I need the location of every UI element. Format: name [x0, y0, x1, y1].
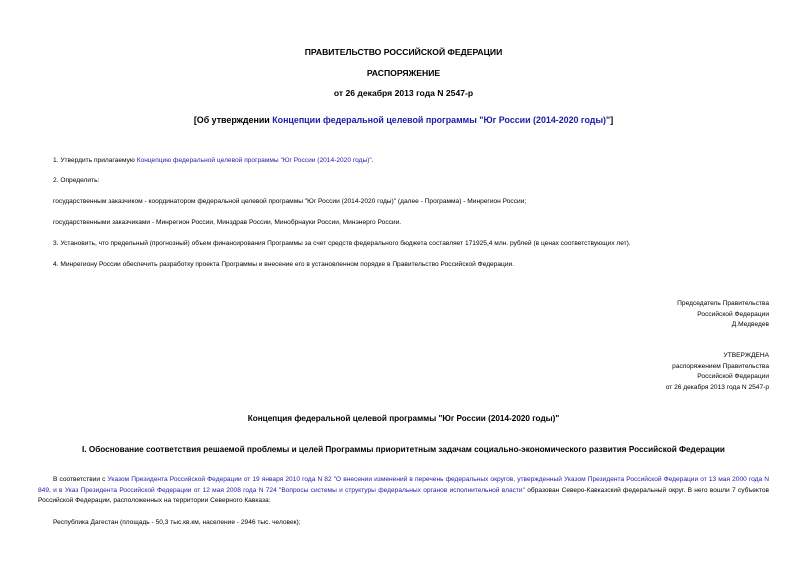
- item-2a: государственным заказчиком - координатором федеральной целевой программы "Юг России (2014-2020 годы)" (далее - Программа) - Минрегион России;: [53, 198, 527, 205]
- title-suffix: ]: [610, 115, 614, 125]
- document-title: [0, 115, 807, 125]
- dagestan-line: Республика Дагестан (площадь - 50,3 тыс.кв.км, население - 2946 тыс. человек);: [53, 519, 301, 526]
- section-1-title: I. Обоснование соответствия решаемой проблемы и целей Программы приоритетным задачам социально-экономического развития Российской Федерации: [82, 445, 725, 454]
- section-1-paragraph: [38, 475, 769, 507]
- item-1-text: 1. Утвердить прилагаемую: [53, 157, 137, 164]
- title-prefix: [Об утверждении: [193, 115, 273, 125]
- item-1: [53, 157, 374, 164]
- signature-position: Председатель Правительства: [677, 300, 769, 307]
- approval-block: [666, 351, 769, 393]
- signature-country: Российской Федерации: [697, 310, 769, 318]
- paragraph-rest: образован Северо-Кавказский федеральный округ. В него вошли 7 субъектов Российской Федерации, расположенных на территории Северного Кавказа:: [38, 486, 769, 504]
- signature-name: Д.Медведев: [731, 321, 769, 328]
- concept-link[interactable]: Концепцию федеральной целевой программы "Юг России (2014-2020 годы)": [136, 157, 372, 164]
- item-1-end: .: [371, 157, 374, 164]
- approval-date: от 26 декабря 2013 года N 2547-р: [665, 383, 769, 391]
- document-date-number: от 26 декабря 2013 года N 2547-р: [333, 88, 474, 98]
- concept-title: Концепция федеральной целевой программы "Юг России (2014-2020 годы)": [247, 414, 560, 423]
- document-type-heading: РАСПОРЯЖЕНИЕ: [366, 68, 441, 78]
- approval-line-2: распоряжением Правительства: [672, 362, 769, 370]
- item-4: 4. Минрегиону России обеспечить разработку проекта Программы и внесение его в установленном порядке в Правительство Российской Федерации.: [53, 261, 515, 268]
- decree-link[interactable]: Указом Президента Российской Федерации от 19 января 2010 года N 82 "О внесении изменений в перечень федеральных округов, утвержденный Указом Президента Российской Федерации от 13 мая 2000 года N 849, и в Указ Президента Российской Федерации от 12 мая 2008 года N 724 "Вопросы системы и структуры федеральных органов исполнительной власти": [38, 476, 769, 494]
- approval-line-3: Российской Федерации: [697, 373, 769, 380]
- signature-block: [677, 299, 769, 331]
- item-2: 2. Определить:: [53, 177, 100, 184]
- item-2b: государственными заказчиками - Минрегион России, Минздрав России, Минобрнауки России, Минэнерго России.: [53, 219, 402, 226]
- government-heading: ПРАВИТЕЛЬСТВО РОССИЙСКОЙ ФЕДЕРАЦИИ: [304, 47, 503, 57]
- item-3: 3. Установить, что предельный (прогнозный) объем финансирования Программы за счет средств федерального бюджета составляет 171925,4 млн. рублей (в ценах соответствующих лет).: [53, 240, 631, 247]
- concept-title-link[interactable]: Концепции федеральной целевой программы "Юг России (2014-2020 годы)": [272, 115, 611, 125]
- approval-heading: УТВЕРЖДЕНА: [723, 352, 769, 359]
- paragraph-intro: В соответствии с: [53, 476, 108, 483]
